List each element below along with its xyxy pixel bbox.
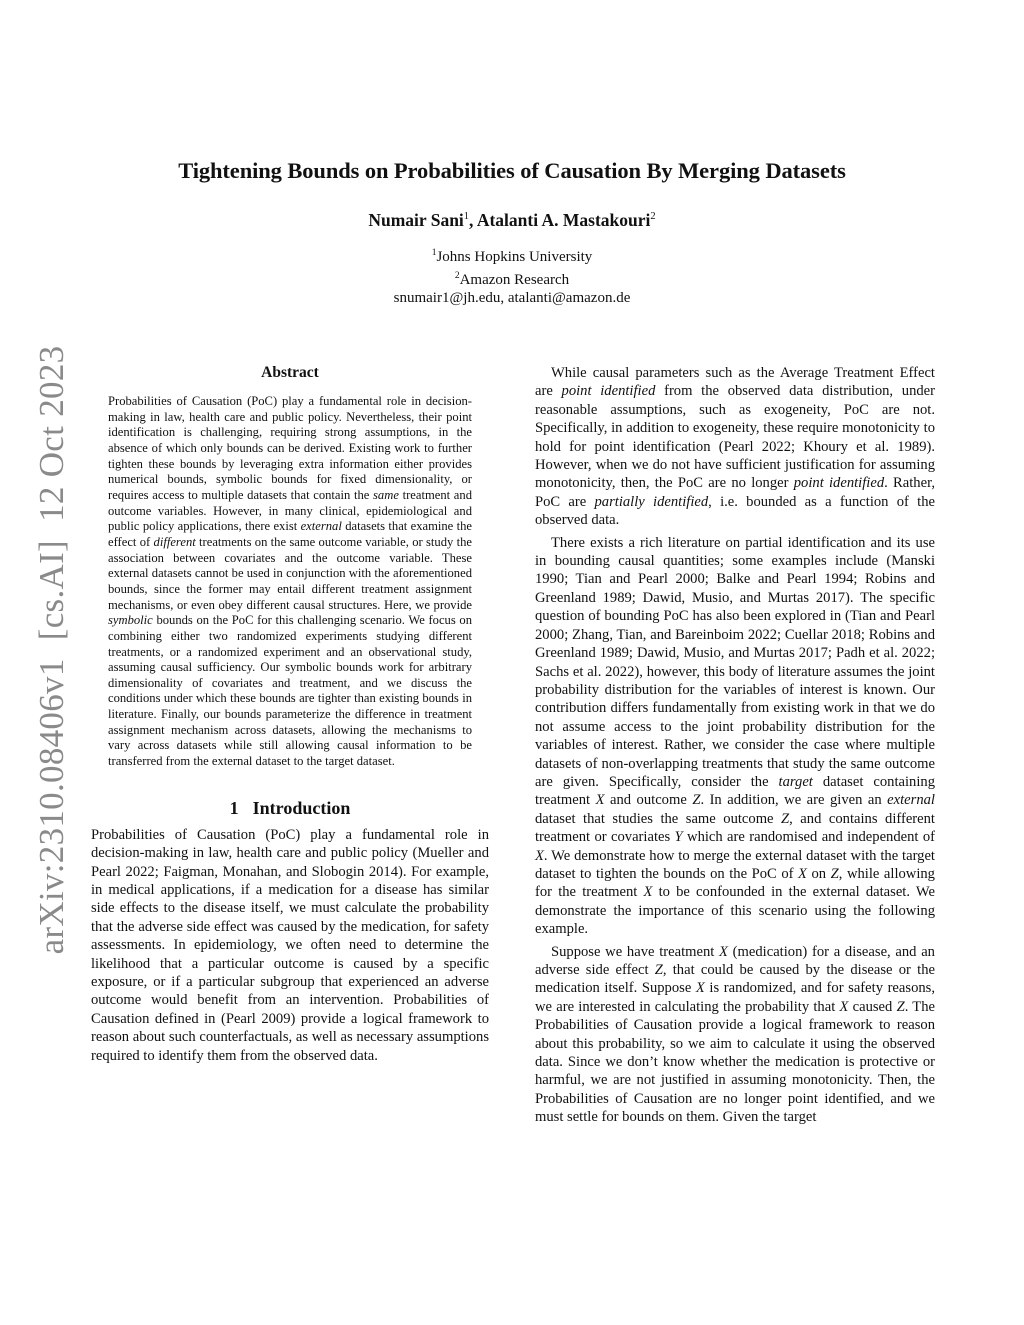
- section-number: 1: [229, 797, 239, 818]
- intro-paragraph: There exists a rich literature on partial identification and its use in bounding causal quantities; some examples include (Manski 1990; Tian and Pearl 2000; Balke and Pearl 1994; Robins and Greenland 1989; Dawid, Musio, and Murtas 2017). The specific question of bounding PoC has also been explored in (Tian and Pearl 2000; Zhang, Tian, and Bareinboim 2022; Cuellar 2018; Robins and Greenland 1989; Dawid, Musio, and Murtas 2017; Padh et al. 2022; Sachs et al. 2022), however, this body of literature assumes the joint probability distribution for the variables of interest is known. Our contribution differs fundamentally from existing work in that we do not assume access to the joint probability distribution for the variables of interest. Rather, we consider the case where multiple datasets of non-overlapping treatments that study the same outcome are given. Specifically, consider the target dataset containing treatment X and outcome Z. In addition, we are given an external dataset that studies the same outcome Z, and contains different treatment or covariates Y which are randomised and independent of X. We demonstrate how to merge the external dataset with the target dataset to tighten the bounds on the PoC of X on Z, while allowing for the treatment X to be confounded in the external dataset. We demonstrate the importance of this scenario using the following example.: [535, 534, 935, 938]
- italic-text: Y: [674, 829, 683, 846]
- author-affil-mark: 1: [463, 211, 470, 223]
- affiliation-line: [0, 244, 1024, 267]
- intro-paragraph: While causal parameters such as the Average Treatment Effect are point identified from the observed data distribution, under reasonable assumptions, such as exogeneity, PoC are not. Specifically, in addition to exogeneity, these require monotonicity to hold for point identification (Pearl 2022; Khoury et al. 1989). However, when we do not have sufficient justification for assuming monotonicity, then, the PoC are no longer point identified. Rather, PoC are partially identified, i.e. bounded as a function of the observed data.: [535, 365, 935, 529]
- italic-text: Z: [654, 962, 663, 978]
- author-emails: snumair1@jh.edu, atalanti@amazon.de: [393, 290, 631, 306]
- italic-text: X: [643, 884, 653, 901]
- section-heading-introduction: [91, 798, 489, 826]
- italic-text: point identified: [561, 383, 656, 400]
- italic-text: same: [373, 487, 399, 502]
- italic-text: symbolic: [108, 613, 153, 628]
- italic-text: partially identified: [594, 493, 709, 510]
- italic-text: point identified: [793, 475, 885, 492]
- italic-text: target: [778, 773, 813, 790]
- italic-text: different: [153, 534, 196, 549]
- paper-title: Tightening Bounds on Probabilities of Causation By Merging Datasets: [178, 158, 846, 183]
- italic-text: Z: [692, 792, 701, 809]
- affiliation-name: Johns Hopkins University: [436, 249, 593, 265]
- italic-text: external: [887, 792, 935, 809]
- italic-text: X: [719, 943, 728, 960]
- author-affil-mark: 2: [650, 211, 656, 223]
- italic-text: Z: [830, 865, 839, 882]
- italic-text: X: [695, 980, 705, 997]
- affil-mark: 1: [431, 248, 437, 258]
- abstract-text: Probabilities of Causation (PoC) play a fundamental role in decision-making in law, health care and public policy. Nevertheless, their point identification is challenging, requiring strong assumptions, in the absence of which only bounds can be derived. Existing work to further tighten these bounds by leveraging extra information either provides numerical bounds, symbolic bounds for fixed dimensionality, or requires access to multiple datasets that contain the same treatment and outcome variables. However, in many clinical, epidemiological and public policy applications, there exist external datasets that examine the effect of different treatments on the same outcome variable, or study the association between covariates and the outcome variable. These external datasets cannot be used in conjunction with the aforementioned bounds, since the former may entail different treatment assignment mechanisms, or even obey different causal structures. Here, we provide symbolic bounds on the PoC for this challenging scenario. We focus on combining either two randomized experiments studying different treatments, or a randomized experiment and an observational study, assuming causal sufficiency. Our symbolic bounds work for arbitrary dimensionality of covariates and treatment, and we discuss the conditions under which these bounds are tighter than existing bounds in literature. Finally, our bounds parameterize the difference in treatment assignment mechanism across datasets, allowing the mechanisms to vary across datasets while still allowing causal information to be transferred from the external dataset to the target dataset.: [108, 394, 472, 769]
- author-name: Numair Sani: [368, 210, 464, 230]
- right-column: [535, 364, 935, 1127]
- italic-text: Z: [781, 810, 790, 827]
- author-line: [0, 210, 1024, 231]
- section-title: Introduction: [252, 797, 351, 818]
- italic-text: X: [798, 865, 807, 882]
- italic-text: X: [595, 792, 605, 809]
- affiliation-line: [0, 267, 1024, 290]
- abstract-heading: Abstract: [261, 364, 319, 381]
- italic-text: X: [839, 998, 849, 1015]
- italic-text: X: [535, 847, 544, 864]
- left-column: [91, 364, 489, 1065]
- author-separator: ,: [469, 210, 477, 230]
- italic-text: external: [300, 519, 342, 534]
- intro-paragraph: Probabilities of Causation (PoC) play a fundamental role in decision-making in law, health care and public policy (Mueller and Pearl 2022; Faigman, Monahan, and Slobogin 2014). For example, in medical applications, if a medication for a disease has similar side effects to the disease itself, we must calculate the probability that the adverse side effect was caused by the medication, for safety assessments. In epidemiology, we often need to determine the likelihood that a particular outcome is caused by a specific exposure, or if a particular subgroup that experienced an adverse outcome would benefit from an intervention. Probabilities of Causation defined in (Pearl 2009) provide a logical framework to reason about such counterfactuals, as well as necessary assumptions required to identify them from the observed data.: [91, 826, 489, 1064]
- affiliation-name: Amazon Research: [459, 271, 570, 288]
- intro-paragraph: Suppose we have treatment X (medication) for a disease, and an adverse side effect Z, that could be caused by the disease or the medication itself. Suppose X is randomized, and for safety reasons, we are interested in calculating the probability that X caused Z. The Probabilities of Causation provide a logical framework to reason about this probability, so we aim to calculate it using the observed data. Since we don’t know whether the medication is protective or harmful, we are not justified in assuming monotonicity. Then, the Probabilities of Causation are no longer point identified, and we must settle for bounds on them. Given the target: [535, 943, 935, 1126]
- author-name: Atalanti A. Mastakouri: [476, 210, 651, 230]
- italic-text: Z: [896, 998, 905, 1015]
- affiliations: [0, 244, 1024, 308]
- arxiv-stamp: arXiv:2310.08406v1 [cs.AI] 12 Oct 2023: [32, 345, 71, 955]
- affil-mark: 2: [454, 270, 460, 281]
